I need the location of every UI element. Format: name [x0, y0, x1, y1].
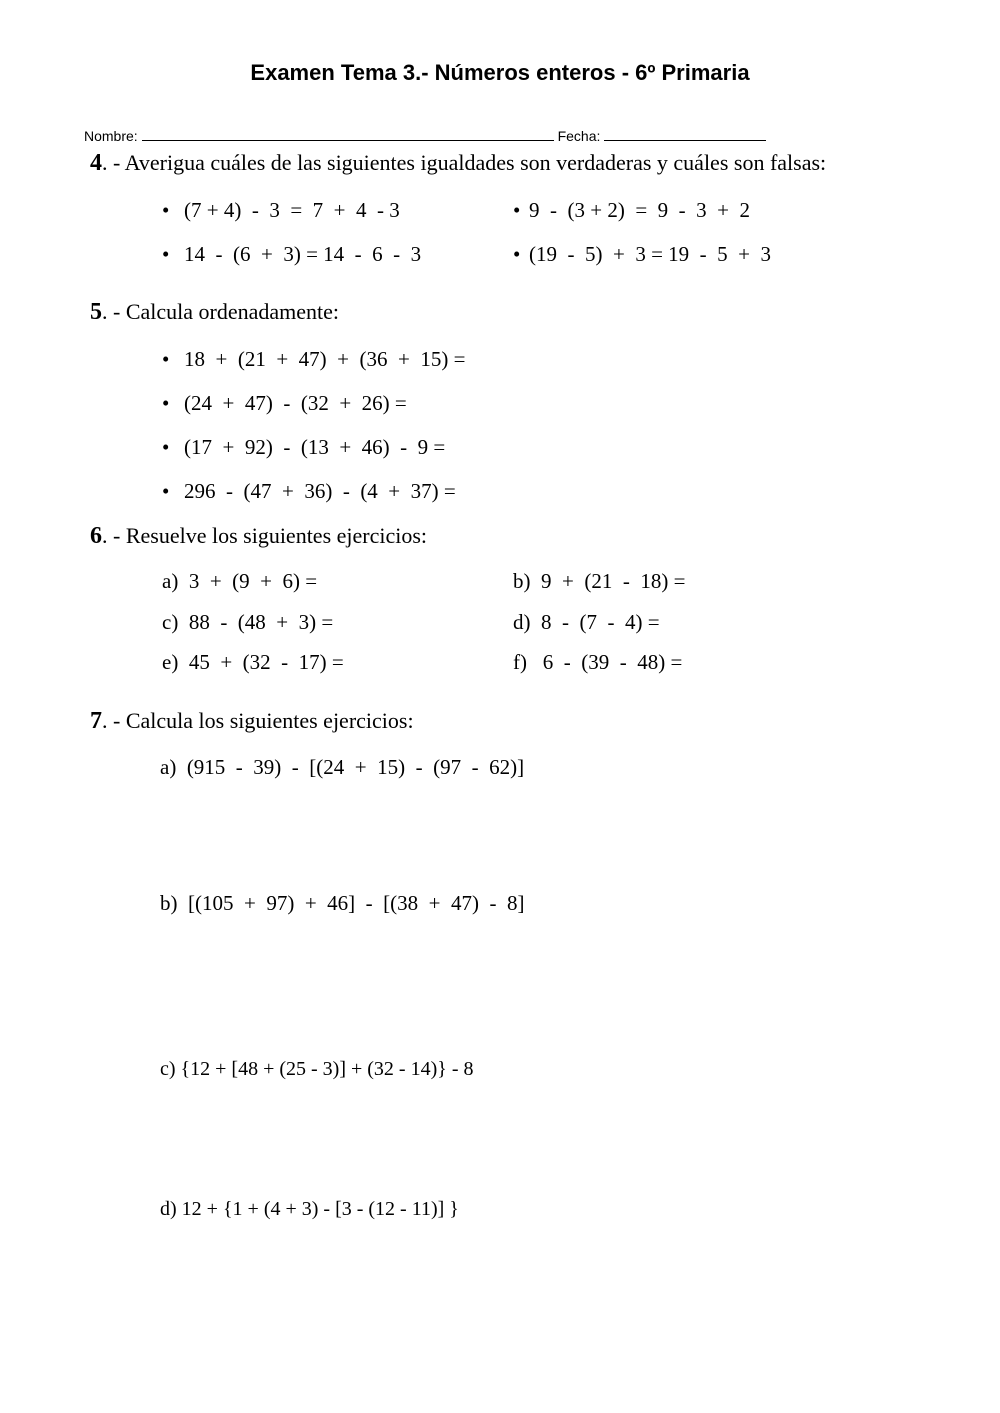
section-6-item: c) 88 - (48 + 3) =: [162, 610, 334, 634]
date-field[interactable]: [604, 127, 766, 141]
section-7-item: d) 12 + {1 + (4 + 3) - [3 - (12 - 11)] }: [160, 1198, 459, 1220]
section-6-item: a) 3 + (9 + 6) =: [162, 569, 318, 593]
section-4-number: 4: [90, 150, 102, 176]
item-text: 14 - (6 + 3) = 14 - 6 - 3: [184, 242, 422, 266]
section-6-heading: [90, 523, 427, 550]
section-5-item: [162, 347, 465, 372]
section-7-item: a) (915 - 39) - [(24 + 15) - (97 - 62)]: [160, 755, 525, 779]
date-label: Fecha:: [557, 128, 601, 144]
section-6-item: d) 8 - (7 - 4) =: [513, 610, 660, 634]
name-field[interactable]: [142, 127, 554, 141]
section-4-item: [162, 198, 400, 223]
section-5-title: . - Calcula ordenadamente:: [102, 299, 340, 324]
item-text: 18 + (21 + 47) + (36 + 15) =: [184, 347, 466, 371]
exam-title: Examen Tema 3.- Números enteros - 6º Primaria: [250, 60, 750, 85]
item-text: 9 - (3 + 2) = 9 - 3 + 2: [529, 198, 751, 222]
section-4-item: [513, 198, 750, 223]
bullet-icon: •: [162, 479, 170, 503]
section-5-item: [162, 435, 445, 460]
section-7-item: c) {12 + [48 + (25 - 3)] + (32 - 14)} - 8: [160, 1058, 474, 1080]
section-7-item: b) [(105 + 97) + 46] - [(38 + 47) - 8]: [160, 891, 525, 915]
section-6-item: f) 6 - (39 - 48) =: [513, 650, 683, 674]
section-5-number: 5: [90, 299, 102, 325]
section-4-heading: [90, 150, 826, 177]
bullet-icon: •: [162, 242, 170, 266]
section-5-heading: [90, 299, 339, 326]
bullet-icon: •: [162, 391, 170, 415]
section-4-title: . - Averigua cuáles de las siguientes igualdades son verdaderas y cuáles son falsas:: [102, 150, 827, 175]
item-text: 296 - (47 + 36) - (4 + 37) =: [184, 479, 456, 503]
section-4-item: [513, 242, 771, 267]
section-5-item: [162, 479, 456, 504]
bullet-icon: •: [162, 435, 170, 459]
name-date-line: [84, 127, 770, 144]
section-7-heading: [90, 708, 414, 735]
item-text: (7 + 4) - 3 = 7 + 4 - 3: [184, 198, 400, 222]
name-label: Nombre:: [84, 128, 138, 144]
bullet-icon: •: [513, 242, 521, 266]
item-text: (19 - 5) + 3 = 19 - 5 + 3: [529, 242, 772, 266]
item-text: (24 + 47) - (32 + 26) =: [184, 391, 407, 415]
bullet-icon: •: [513, 198, 521, 222]
section-6-number: 6: [90, 523, 102, 549]
bullet-icon: •: [162, 198, 170, 222]
section-4-item: [162, 242, 421, 267]
section-7-number: 7: [90, 708, 102, 734]
item-text: (17 + 92) - (13 + 46) - 9 =: [184, 435, 446, 459]
bullet-icon: •: [162, 347, 170, 371]
section-6-item: b) 9 + (21 - 18) =: [513, 569, 686, 593]
section-6-title: . - Resuelve los siguientes ejercicios:: [102, 523, 428, 548]
section-6-item: e) 45 + (32 - 17) =: [162, 650, 344, 674]
section-5-item: [162, 391, 407, 416]
section-7-title: . - Calcula los siguientes ejercicios:: [102, 708, 414, 733]
